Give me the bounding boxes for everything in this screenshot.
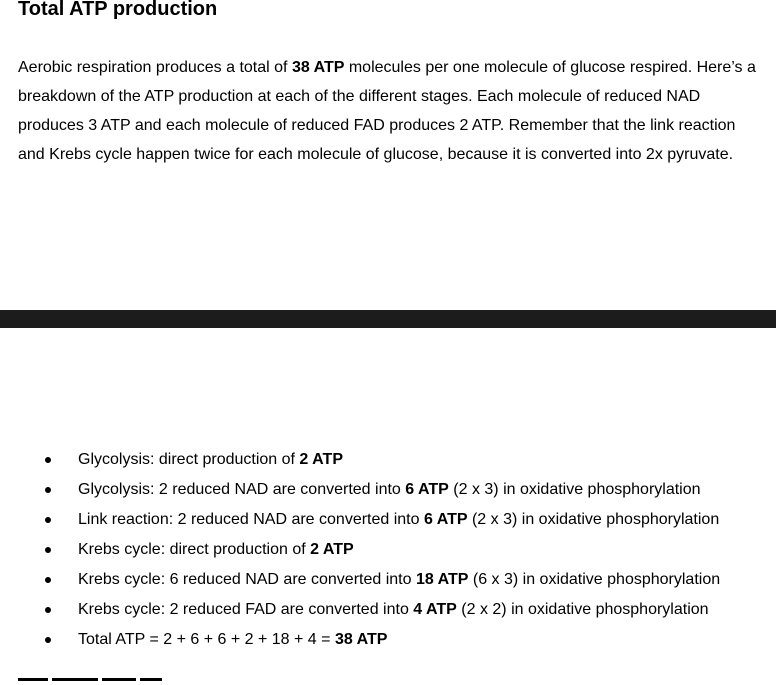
bullet-icon <box>45 517 51 523</box>
atp-breakdown-list <box>0 445 776 655</box>
bullet-icon <box>45 487 51 493</box>
intro-total-atp: 38 ATP <box>291 59 345 76</box>
intro-paragraph <box>18 53 763 169</box>
intro-text-start: Aerobic respiration produces a total of <box>18 59 292 76</box>
bullet-icon <box>45 637 51 643</box>
list-item-text <box>78 505 719 535</box>
list-item-atp: 2 ATP <box>310 541 354 558</box>
list-item-pre: Glycolysis: 2 reduced NAD are converted into <box>78 481 406 498</box>
bullet-icon <box>45 607 51 613</box>
bullet-icon <box>45 577 51 583</box>
list-item <box>0 475 776 505</box>
list-item <box>0 445 776 475</box>
list-item-atp: 2 ATP <box>299 451 343 468</box>
list-item-atp: 18 ATP <box>415 571 469 588</box>
list-item-pre: Glycolysis: direct production of <box>78 451 300 468</box>
list-item-pre: Krebs cycle: 6 reduced NAD are converted into <box>78 571 416 588</box>
list-item <box>0 505 776 535</box>
list-item <box>0 625 776 655</box>
divider-bar <box>0 310 776 328</box>
list-item-post: (2 x 3) in oxidative phosphorylation <box>448 481 701 498</box>
list-item-atp: 38 ATP <box>334 631 388 648</box>
list-item-post: (2 x 3) in oxidative phosphorylation <box>467 511 720 528</box>
intro-text-rest: molecules per one molecule of glucose respired. Here’s a breakdown of the ATP production at each of the different stages. Each molecule of reduced NAD produces 3 ATP and each molecule of reduced FAD produces 2 ATP. Remember that the link reaction and Krebs cycle happen twice for each molecule of glucose, because it is converted into 2x pyruvate. <box>18 59 756 163</box>
list-item-text <box>78 625 387 655</box>
list-item <box>0 535 776 565</box>
list-item-pre: Krebs cycle: 2 reduced FAD are converted into <box>78 601 414 618</box>
list-item-text <box>78 475 701 505</box>
list-item-text <box>78 565 720 595</box>
list-item-pre: Link reaction: 2 reduced NAD are converted into <box>78 511 424 528</box>
list-item-atp: 4 ATP <box>413 601 457 618</box>
section-heading: Total ATP production <box>18 0 218 20</box>
list-item-post: (6 x 3) in oxidative phosphorylation <box>468 571 721 588</box>
list-item-text <box>78 595 709 625</box>
list-item-atp: 6 ATP <box>405 481 449 498</box>
list-item-pre: Total ATP = 2 + 6 + 6 + 2 + 18 + 4 = <box>78 631 335 648</box>
bullet-icon <box>45 547 51 553</box>
list-item-text <box>78 535 354 565</box>
list-item <box>0 595 776 625</box>
cut-off-text-line <box>18 678 166 685</box>
list-item <box>0 565 776 595</box>
list-item-pre: Krebs cycle: direct production of <box>78 541 311 558</box>
bullet-icon <box>45 457 51 463</box>
list-item-atp: 6 ATP <box>423 511 468 528</box>
list-item-post: (2 x 2) in oxidative phosphorylation <box>456 601 709 618</box>
list-item-text <box>78 445 343 475</box>
